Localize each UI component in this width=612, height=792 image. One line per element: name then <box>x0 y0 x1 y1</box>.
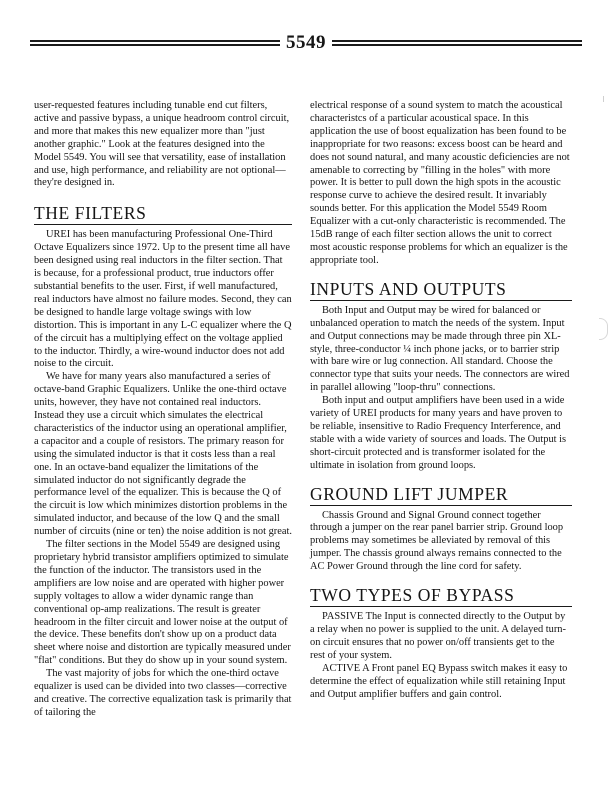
page-header <box>30 32 582 54</box>
section-heading-bypass: TWO TYPES OF BYPASS <box>310 585 572 607</box>
ground-lift-paragraph: Chassis Ground and Signal Ground connect together through a jumper on the rear panel barrier strip. Ground loop problems may sometimes be alleviated by removal of this jumper. The chassis ground always remains connected to the AC Power Ground through the line cord for safety. <box>310 509 564 573</box>
scan-edge-mark <box>599 318 608 340</box>
io-paragraph-1: Both Input and Output may be wired for balanced or unbalanced operation to match the needs of the system. Input and Output connections may be made through three pin XL-style, three-conductor ¼ inch phone jacks, or to barrier strip with bare wire or lug connection. All standard. Choose the connector type that suits your needs. The connectors are wired in parallel allowing "loop-thru" connections. <box>310 304 570 394</box>
right-column <box>310 100 572 701</box>
left-column <box>34 100 292 720</box>
continuation-paragraph: electrical response of a sound system to match the acoustical characteristcs of a particular acoustical space. In this application the use of boost equalization has been found to be inappropriate for two reasons: excess boost can be heard and does not sound natural, and many acoustic deficiencies are not amenable to correcting by "filling in the holes" with more power. It is better to pull down the high spots in the acoustic response curve to achieve the desired result. It invariably sounds better. For this application the Model 5549 Room Equalizer with a cut-only characteristic is recommended. The 15dB range of each filter section allows the unit to correct most acoustic response problems for which an equalizer is the appropriate tool. <box>310 100 570 266</box>
intro-paragraph: user-requested features including tunable end cut filters, active and passive bypass, a unique headroom control circuit, and more that makes this new equalizer more than "just another graphic." Look at the features designed into the Model 5549. You will see that versatility, ease of installation and use, high performance, and reliability are not optional—they're designed in. <box>34 100 290 189</box>
filters-paragraph-1: UREI has been manufacturing Professional One-Third Octave Equalizers since 1972. Up to the present time all have been designed using real inductors in the filter section. That is because, for a professional product, true inductors offer substantial benefits to the user. First, if well manufactured, real inductors have almost no failure modes. Second, they can be designed to handle large voltage swings with low distortion. This is important in any L-C equalizer where the Q of the circuit has a multiplying effect on the voltage applied to the inductor. Thirdly, a wire-wound inductor does not add noise to the circuit. <box>34 229 292 370</box>
scan-edge-mark-top <box>603 96 604 102</box>
filters-paragraph-4: The vast majority of jobs for which the one-third octave equalizer is used can be divided into two classes—corrective and creative. The corrective equalization task is primarily that of tailoring the <box>34 668 292 718</box>
section-heading-filters: THE FILTERS <box>34 203 292 225</box>
filters-paragraph-2: We have for many years also manufactured a series of octave-band Graphic Equalizers. Unlike the one-third octave units, however, they have not contained real inductors. Instead they use a circuit which simulates the electrical characteristics of the inductor using an operational amplifier, a capacitor and a couple of resistors. The primary reason for using the simulated inductor is that it costs less than a real one. In an octave-band equalizer the limitations of the simulated inductor do not significantly degrade the performance level of the equalizer. This is because the Q of the circuit is low which minimizes distortion problems in the simulated inductor, and because of the low Q and the small number of circuits (nine or ten) the noise addition is not great. <box>34 371 292 538</box>
io-paragraph-2: Both input and output amplifiers have been used in a wide variety of UREI products for many years and have proven to be reliable, insensitive to Radio Frequency Interference, and stable with a wide variety of sources and loads. The Output is short-circuit protected and is transformer isolated for the ultimate in isolation from ground loops. <box>310 395 567 471</box>
section-heading-inputs-outputs: INPUTS AND OUTPUTS <box>310 279 572 301</box>
section-heading-ground-lift: GROUND LIFT JUMPER <box>310 484 572 506</box>
page-number: 5549 <box>280 32 332 54</box>
filters-paragraph-3: The filter sections in the Model 5549 are designed using proprietary hybrid transistor amplifiers optimized to simulate the function of the inductor. The transistors used in the amplifiers are low noise and are operated with higher power supply voltages to allow a wider dynamic range than conventional op-amp realizations. The result is greater headroom in the filter circuit and lower noise at the output of the device. These benefits don't show up on a product data sheet where noise and distortion are typically measured under "flat" conditions. But they do show up in your sound system. <box>34 539 291 667</box>
bypass-passive-paragraph: PASSIVE The Input is connected directly to the Output by a relay when no power is supplied to the unit. A delayed turn-on circuit ensures that no power on/off transients get to the rest of your system. <box>310 611 566 661</box>
bypass-active-paragraph: ACTIVE A Front panel EQ Bypass switch makes it easy to determine the effect of equalization while still retaining Input and Output amplifier buffers and gain control. <box>310 662 568 700</box>
